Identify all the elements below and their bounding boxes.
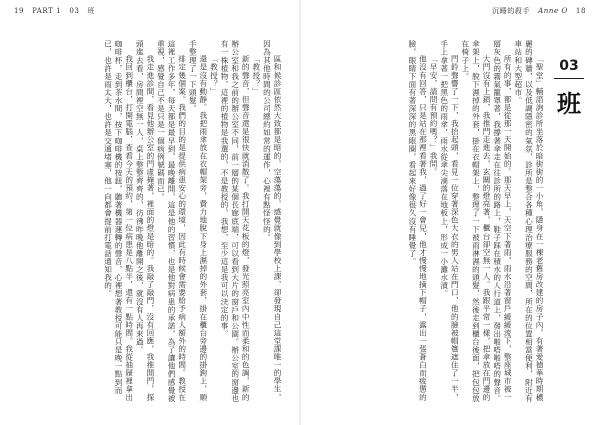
left-paragraph-2: 「教授？」 — [251, 55, 261, 96]
left-running-header — [14, 6, 103, 16]
chapter-heading — [552, 58, 586, 168]
right-paragraph-2: 所有的事，都是從那一天開始的。那天早上，天空下著雨，雨水沿著窗戶緩緩流下，整座城市被一層灰色的霧氣籠罩著，我撐著傘走在往診所的路上，鞋子踩在積水的人行道上，發出啪嗒啪嗒的聲音。 — [492, 40, 513, 403]
chapter-number: 03 — [559, 58, 579, 74]
left-chapter-name: 班 — [87, 7, 96, 15]
author-name: Anne O — [538, 7, 568, 15]
right-running-header — [484, 6, 586, 16]
right-paragraph-1: 「聖堂」輔諮詢診所坐落於暗街街的一小角，隱身在一棟老舊房改建的房子內，有著愛德華時期穠麗的磚牆，以及低調隱密的氣氛，診所是整合各種心理治療服務的空間，所在的位置相當便利，附近有車站和大型超市。 — [513, 40, 544, 403]
right-paragraph-4: 門鈴聲響了一下，我抬起頭，看見一位穿著深色大衣的男人站在門口，他的臉被帽簷遮住了一半，手上拿著一把黑色的雨傘，雨水從傘尖滴落在地板上，形成一小灘水漬。 — [439, 40, 460, 402]
right-paragraph-6: 他沒有回答，只是站在那裡看著我，過了好一會兒，他才慢慢地摘下帽子，露出一張蒼白而疲憊的臉，眼睛下面有著深深的黑眼圈，看起來好像很久沒有睡覺了。 — [407, 40, 428, 402]
left-paragraph-5: 還是沒有動靜。我把雨傘放在衣帽架旁，費力地脫下身上濕掉的外套，掛在櫃台旁邊的掛鉤上，順手整理了一下頭髮。 — [188, 40, 208, 402]
left-paragraph-6: 排定幾個案。我們的目的是提供病患安心的環境，因此有時候會需要給予病人額外的時間。教授在這裡工作多年，每天都是最早到、最晚離開，這是他的習慣，也是他對病患的承諾，為了讓他們感覺被重視，感覺自己不是只是一個病例號碼而已。 — [156, 40, 187, 403]
chapter-title: 班 — [557, 89, 581, 118]
part-label: PART 1 — [32, 7, 62, 15]
left-folio-number: 19 — [14, 7, 25, 15]
right-folio-number: 18 — [575, 7, 586, 15]
right-paragraph-5: 「早安，請問有預約嗎？」我問。 — [429, 55, 439, 176]
right-body-text — [312, 40, 544, 408]
book-title: 沉睡的殺手 — [492, 7, 531, 15]
chapter-rule — [554, 78, 584, 79]
left-paragraph-4: 「教授？」 — [209, 55, 219, 96]
left-paragraph-8: 我回到櫃台，打開電腦，查看今天的預約，第一位病患是八點半，還有一點時間。我從抽屜裡拿出咖啡杯，走到茶水間，按下咖啡機的按鈕，聽著機器運轉的聲音，心裡想著教授可能只是晚一點到而已，也許是雨太大，也許是交通堵塞，他一向都會提前打電話通知我的。 — [103, 40, 134, 402]
left-paragraph-1: 區和候診區依然大致都是暗的，空蕩蕩的，感覺就像到學校上課，卻發現自己這堂課唯一的學生，因為其他時間的公司總約如常的運作，心裡有點怪怪的。 — [262, 40, 282, 402]
right-paragraph-3: 大門沒有上鎖，我推門走進去，玄關的燈亮著，櫃台卻空無一人。我跟平常一樣，把傘放在門邊的傘架上，脫下濕掉的外套，掛在衣帽架上，整理了一下被雨淋濕的頭髮，然後走到櫃台後面，把包包放在椅子上。 — [460, 40, 492, 403]
left-body-text — [20, 40, 282, 408]
right-page — [300, 0, 600, 425]
left-paragraph-3: 新的聲音，但聲音還是很快就消散了。我打開天花板的燈，發光照亮室內中性而柔和的色調，新的辦公室和我之前的辦公室不同，前一層的某個長廊底端，可以看到大片的窗戶和公園。辦公室的窗邊也有一株植物，這裡的植物是我選的，不是教授的，我想，至少這是我可以決定的事。 — [220, 40, 251, 403]
left-paragraph-7: 我走進診間，看見他辦公室的門虛掩著，裡面的燈是暗的。我敲了敲門，沒有回應，我推開門，探頭進去看，房間裡空無一人，桌上整整齊齊的，彷彿昨晚他離開之後，就沒有人再來過。 — [135, 40, 155, 402]
left-chapter-number: 03 — [69, 7, 80, 15]
